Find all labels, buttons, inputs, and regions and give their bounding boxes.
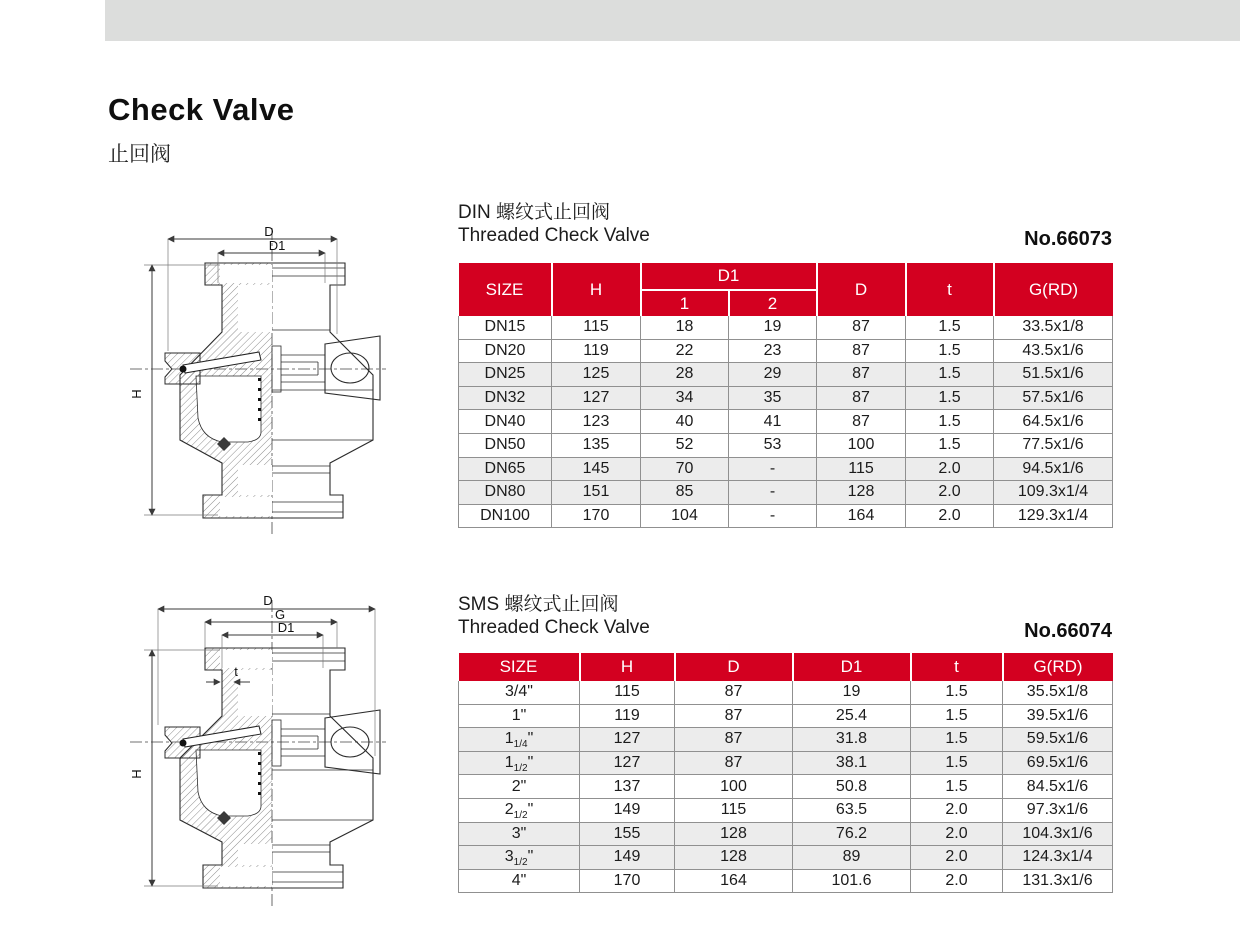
table-cell: 87 [817, 363, 906, 387]
table-cell: 35.5x1/8 [1003, 681, 1113, 704]
sms-heading-en: Threaded Check Valve [458, 617, 650, 639]
table-row [459, 704, 1113, 728]
table-cell: 87 [675, 704, 793, 728]
table-cell: 1.5 [906, 410, 994, 434]
col-header-h: H [580, 653, 675, 681]
sms-valve-svg [128, 592, 438, 910]
table-cell: DN80 [459, 481, 552, 505]
table-cell: 127 [580, 728, 675, 752]
table-cell: 38.1 [793, 751, 911, 775]
table-cell: 59.5x1/6 [1003, 728, 1113, 752]
table-cell: 1.5 [911, 681, 1003, 704]
body-detail-lines [272, 653, 373, 882]
table-cell: 109.3x1/4 [994, 481, 1113, 505]
table-cell: 87 [817, 339, 906, 363]
table-cell: 149 [580, 798, 675, 822]
table-cell: 2.0 [911, 798, 1003, 822]
table-cell: 2.0 [911, 822, 1003, 846]
table-cell: 100 [817, 433, 906, 457]
table-cell: $3_{1/2}$" [459, 846, 580, 870]
table-cell: 22 [641, 339, 729, 363]
table-cell: DN100 [459, 504, 552, 528]
table-cell: 3" [459, 822, 580, 846]
table-cell: 87 [817, 386, 906, 410]
table-cell: 1.5 [911, 751, 1003, 775]
sms-table-body [459, 681, 1113, 893]
table-cell: 31.8 [793, 728, 911, 752]
col-header-t: t [906, 263, 994, 316]
table-cell: 115 [675, 798, 793, 822]
table-cell: 104 [641, 504, 729, 528]
col-header-h: H [552, 263, 641, 316]
dim-label-d: D [263, 593, 273, 608]
table-row [459, 386, 1113, 410]
col-header-d: D [817, 263, 906, 316]
table-cell: 1.5 [911, 704, 1003, 728]
table-row [459, 869, 1113, 893]
sms-heading-cn: SMS 螺纹式止回阀 [458, 594, 619, 615]
table-cell: 18 [641, 316, 729, 339]
table-cell: 33.5x1/8 [994, 316, 1113, 339]
table-cell: 123 [552, 410, 641, 434]
table-cell: DN40 [459, 410, 552, 434]
table-cell: 97.3x1/6 [1003, 798, 1113, 822]
col-header-grd: G(RD) [1003, 653, 1113, 681]
sms-section-heading [458, 593, 1112, 643]
table-row [459, 681, 1113, 704]
din-valve-drawing [128, 226, 438, 543]
table-cell: 151 [552, 481, 641, 505]
table-cell: 2.0 [906, 457, 994, 481]
table-cell: 50.8 [793, 775, 911, 799]
table-cell: 1.5 [906, 433, 994, 457]
lever-eye [331, 353, 369, 383]
din-table-body [459, 316, 1113, 528]
table-cell: 101.6 [793, 869, 911, 893]
table-cell: 39.5x1/6 [1003, 704, 1113, 728]
table-cell: 19 [793, 681, 911, 704]
col-header-grd: G(RD) [994, 263, 1113, 316]
table-cell: 170 [552, 504, 641, 528]
col-header-d1: D1 [641, 263, 817, 290]
dim-label-d1: D1 [277, 620, 295, 635]
body-detail-lines [272, 268, 373, 512]
table-cell: DN25 [459, 363, 552, 387]
table-cell: 4" [459, 869, 580, 893]
table-cell: 115 [580, 681, 675, 704]
table-cell: 85 [641, 481, 729, 505]
table-cell: 125 [552, 363, 641, 387]
table-cell: 70 [641, 457, 729, 481]
table-cell: $1_{1/4}$" [459, 728, 580, 752]
table-cell: 52 [641, 433, 729, 457]
table-cell: 87 [675, 751, 793, 775]
table-cell: 41 [729, 410, 817, 434]
col-header-d1: D1 [793, 653, 911, 681]
table-cell: 2.0 [911, 869, 1003, 893]
dim-label-t: t [234, 664, 238, 679]
din-heading-cn: DIN 螺纹式止回阀 [458, 202, 611, 223]
col-header-size: SIZE [459, 263, 552, 316]
table-cell: 119 [552, 339, 641, 363]
table-cell: 43.5x1/6 [994, 339, 1113, 363]
table-cell: 135 [552, 433, 641, 457]
table-cell: 129.3x1/4 [994, 504, 1113, 528]
table-cell: 77.5x1/6 [994, 433, 1113, 457]
table-cell: 2" [459, 775, 580, 799]
table-cell: 40 [641, 410, 729, 434]
table-cell: $1_{1/2}$" [459, 751, 580, 775]
din-table-header [459, 263, 1113, 316]
dim-label-h: H [129, 769, 144, 779]
table-row [459, 504, 1113, 528]
col-header-d1-1: 1 [641, 290, 729, 316]
table-row [459, 339, 1113, 363]
table-cell: 128 [675, 846, 793, 870]
table-cell: 34 [641, 386, 729, 410]
table-cell: $2_{1/2}$" [459, 798, 580, 822]
header-bar [105, 0, 1240, 41]
page-title: Check Valve [108, 92, 295, 127]
table-cell: 115 [552, 316, 641, 339]
table-cell: 2.0 [906, 481, 994, 505]
table-cell: 164 [817, 504, 906, 528]
table-cell: 87 [675, 728, 793, 752]
sms-model-number: No.66074 [1024, 620, 1112, 642]
table-cell: 76.2 [793, 822, 911, 846]
table-cell: DN20 [459, 339, 552, 363]
table-cell: 25.4 [793, 704, 911, 728]
table-cell: 23 [729, 339, 817, 363]
table-row [459, 822, 1113, 846]
dim-label-d: D [264, 226, 274, 239]
table-cell: DN15 [459, 316, 552, 339]
table-row [459, 316, 1113, 339]
table-cell: 127 [552, 386, 641, 410]
din-heading-en: Threaded Check Valve [458, 225, 650, 247]
table-cell: - [729, 504, 817, 528]
table-cell: 124.3x1/4 [1003, 846, 1113, 870]
table-cell: 170 [580, 869, 675, 893]
table-cell: 1.5 [911, 728, 1003, 752]
table-row [459, 433, 1113, 457]
table-row [459, 798, 1113, 822]
table-row [459, 410, 1113, 434]
table-row [459, 363, 1113, 387]
table-row [459, 728, 1113, 752]
table-cell: - [729, 457, 817, 481]
table-cell: 155 [580, 822, 675, 846]
table-cell: 84.5x1/6 [1003, 775, 1113, 799]
col-header-size: SIZE [459, 653, 580, 681]
table-cell: 1" [459, 704, 580, 728]
table-cell: 149 [580, 846, 675, 870]
page-subtitle-cn: 止回阀 [108, 143, 171, 166]
din-valve-svg [128, 226, 438, 538]
table-cell: 28 [641, 363, 729, 387]
din-model-number: No.66073 [1024, 228, 1112, 250]
table-cell: 19 [729, 316, 817, 339]
table-cell: 29 [729, 363, 817, 387]
table-cell: 69.5x1/6 [1003, 751, 1113, 775]
table-cell: 137 [580, 775, 675, 799]
dim-label-d1: D1 [268, 238, 286, 253]
table-cell: 119 [580, 704, 675, 728]
hinge-pin [180, 366, 187, 373]
table-cell: 57.5x1/6 [994, 386, 1113, 410]
table-cell: 87 [817, 316, 906, 339]
table-cell: 1.5 [911, 775, 1003, 799]
col-header-d: D [675, 653, 793, 681]
table-row [459, 457, 1113, 481]
hinge-pin [180, 740, 187, 747]
sms-valve-drawing [128, 592, 438, 915]
title-block [108, 92, 294, 168]
col-header-d1-2: 2 [729, 290, 817, 316]
din-spec-table [458, 263, 1113, 528]
table-cell: 63.5 [793, 798, 911, 822]
table-cell: 53 [729, 433, 817, 457]
table-cell: 104.3x1/6 [1003, 822, 1113, 846]
table-row [459, 481, 1113, 505]
table-cell: - [729, 481, 817, 505]
table-cell: 1.5 [906, 316, 994, 339]
table-cell: DN32 [459, 386, 552, 410]
table-cell: 128 [817, 481, 906, 505]
table-cell: 94.5x1/6 [994, 457, 1113, 481]
table-cell: 1.5 [906, 339, 994, 363]
table-cell: 51.5x1/6 [994, 363, 1113, 387]
table-cell: 87 [675, 681, 793, 704]
table-cell: 100 [675, 775, 793, 799]
table-cell: DN50 [459, 433, 552, 457]
din-section-heading [458, 201, 1112, 251]
valve-chamber [196, 750, 261, 816]
table-cell: DN65 [459, 457, 552, 481]
table-cell: 1.5 [906, 386, 994, 410]
table-row [459, 751, 1113, 775]
sms-spec-table [458, 653, 1113, 893]
table-cell: 131.3x1/6 [1003, 869, 1113, 893]
table-cell: 89 [793, 846, 911, 870]
table-row [459, 846, 1113, 870]
table-row [459, 775, 1113, 799]
table-cell: 164 [675, 869, 793, 893]
table-cell: 1.5 [906, 363, 994, 387]
table-cell: 87 [817, 410, 906, 434]
table-cell: 2.0 [906, 504, 994, 528]
table-cell: 2.0 [911, 846, 1003, 870]
table-cell: 64.5x1/6 [994, 410, 1113, 434]
table-cell: 35 [729, 386, 817, 410]
table-cell: 145 [552, 457, 641, 481]
valve-chamber [196, 376, 261, 442]
sms-table-header [459, 653, 1113, 681]
dim-label-h: H [129, 389, 144, 399]
table-cell: 115 [817, 457, 906, 481]
table-cell: 128 [675, 822, 793, 846]
table-cell: 127 [580, 751, 675, 775]
table-cell: 3/4" [459, 681, 580, 704]
col-header-t: t [911, 653, 1003, 681]
dim-label-g: G [274, 607, 286, 622]
